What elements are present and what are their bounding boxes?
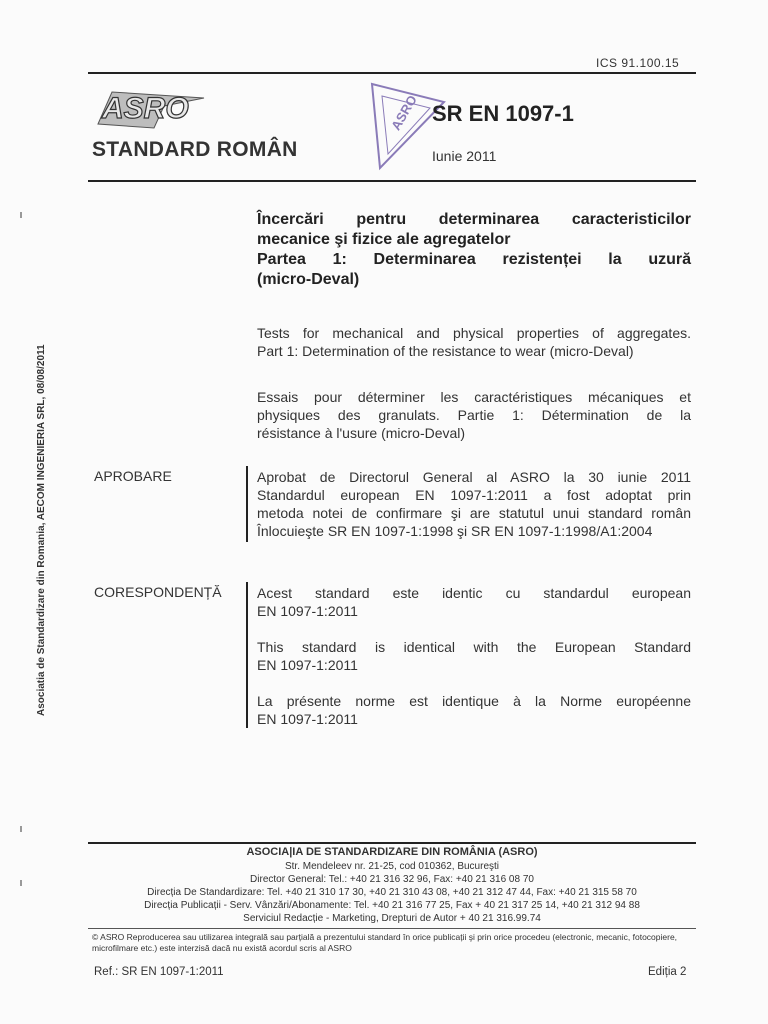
title-line: physiques des granulats. Partie 1: Détermination de la: [257, 407, 691, 423]
scan-speck: [20, 826, 22, 832]
corespondenta-ro: [257, 584, 691, 620]
title-line: (micro-Deval): [257, 271, 360, 288]
title-line: résistance à l'usure (micro-Deval): [257, 425, 466, 441]
side-watermark-text: Asociatia de Standardizare din Romania, AECOM INGENIERIA SRL, 08/08/2011: [36, 344, 47, 716]
ics-code: ICS 91.100.15: [596, 56, 680, 70]
aprobare-line: Înlocuieşte SR EN 1097-1:1998 şi SR EN 1097-1:1998/A1:2004: [257, 523, 653, 539]
footer-director: Director General: Tel.: +40 21 316 32 96, Fax: +40 21 316 08 70: [250, 874, 534, 885]
header-bottom-rule: [88, 180, 696, 182]
footer-address: Str. Mendeleev nr. 21-25, cod 010362, Bucureşti: [284, 861, 500, 872]
publication-date: Iunie 2011: [432, 148, 497, 164]
corespondenta-line: This standard is identical with the European Standard: [257, 639, 691, 655]
title-line: Part 1: Determination of the resistance to wear (micro-Deval): [257, 343, 634, 359]
copyright-notice: © ASRO Reproducerea sau utilizarea integrală sau parțială a prezentului standard în orice publicații şi prin orice procedeu (electronic, mecanic, fotocopiere, microfilmare etc.) este interzisă dacă nu există acordul scris al ASRO: [92, 932, 678, 953]
top-rule: [88, 72, 696, 74]
corespondenta-line: EN 1097-1:2011: [257, 603, 358, 619]
footer-rule-thin: [88, 928, 696, 929]
reference-code: Ref.: SR EN 1097-1:2011: [94, 966, 224, 978]
aprobare-line: Aprobat de Directorul General al ASRO la 30 iunie 2011: [257, 469, 691, 485]
scan-speck: [20, 880, 22, 886]
scan-speck: [20, 212, 22, 218]
footer-directia-standardizare: Direcția De Standardizare: Tel. +40 21 310 17 30, +40 21 310 43 08, +40 21 312 47 44, Fax: +40 21 315 58 70: [147, 887, 637, 898]
asro-logo: [94, 84, 214, 132]
standard-number: SR EN 1097-1: [432, 101, 574, 126]
aprobare-text: [257, 468, 691, 540]
corespondenta-en: [257, 638, 691, 674]
aprobare-line: metoda notei de confirmare şi are statutul unui standard român: [257, 505, 691, 521]
standard-label: STANDARD ROMÂN: [92, 138, 298, 161]
title-line: Încercări pentru determinarea caracteristicilor: [257, 211, 691, 228]
svg-text:ASRO: ASRO: [388, 92, 420, 133]
footer-directia-publicatii: Direcția Publicații - Serv. Vânzări/Abonamente: Tel. +40 21 316 77 25, Fax + 40 21 317 25 14, +40 21 312 94 88: [144, 900, 640, 911]
footer-serviciul: Serviciul Redacție - Marketing, Drepturi de Autor + 40 21 316.99.74: [243, 913, 541, 924]
title-line: Partea 1: Determinarea rezistenței la uzură: [257, 251, 691, 268]
svg-text:ASRO: ASRO: [102, 92, 189, 125]
footer-rule: [88, 842, 696, 844]
corespondenta-line: Acest standard este identic cu standardul european: [257, 585, 691, 601]
aprobare-bar: [246, 466, 248, 542]
corespondenta-line: EN 1097-1:2011: [257, 657, 358, 673]
aprobare-line: Standardul european EN 1097-1:2011 a fost adoptat prin: [257, 487, 691, 503]
title-french: [257, 388, 691, 442]
title-line: Essais pour déterminer les caractéristiques mécaniques et: [257, 389, 691, 405]
footer-org-name: ASOCIA|IA DE STANDARDIZARE DIN ROMÂNIA (ASRO): [246, 846, 538, 858]
corespondenta-bar: [246, 582, 248, 728]
edition-label: Ediția 2: [648, 966, 687, 978]
title-romanian: [257, 210, 691, 290]
corespondenta-line: EN 1097-1:2011: [257, 711, 358, 727]
title-english: [257, 324, 691, 360]
aprobare-label: APROBARE: [94, 468, 172, 484]
title-line: Tests for mechanical and physical properties of aggregates.: [257, 325, 691, 341]
corespondenta-label: CORESPONDENȚĂ: [94, 584, 222, 600]
title-line: mecanice şi fizice ale agregatelor: [257, 231, 511, 248]
corespondenta-line: La présente norme est identique à la Norme européenne: [257, 693, 691, 709]
corespondenta-fr: [257, 692, 691, 728]
